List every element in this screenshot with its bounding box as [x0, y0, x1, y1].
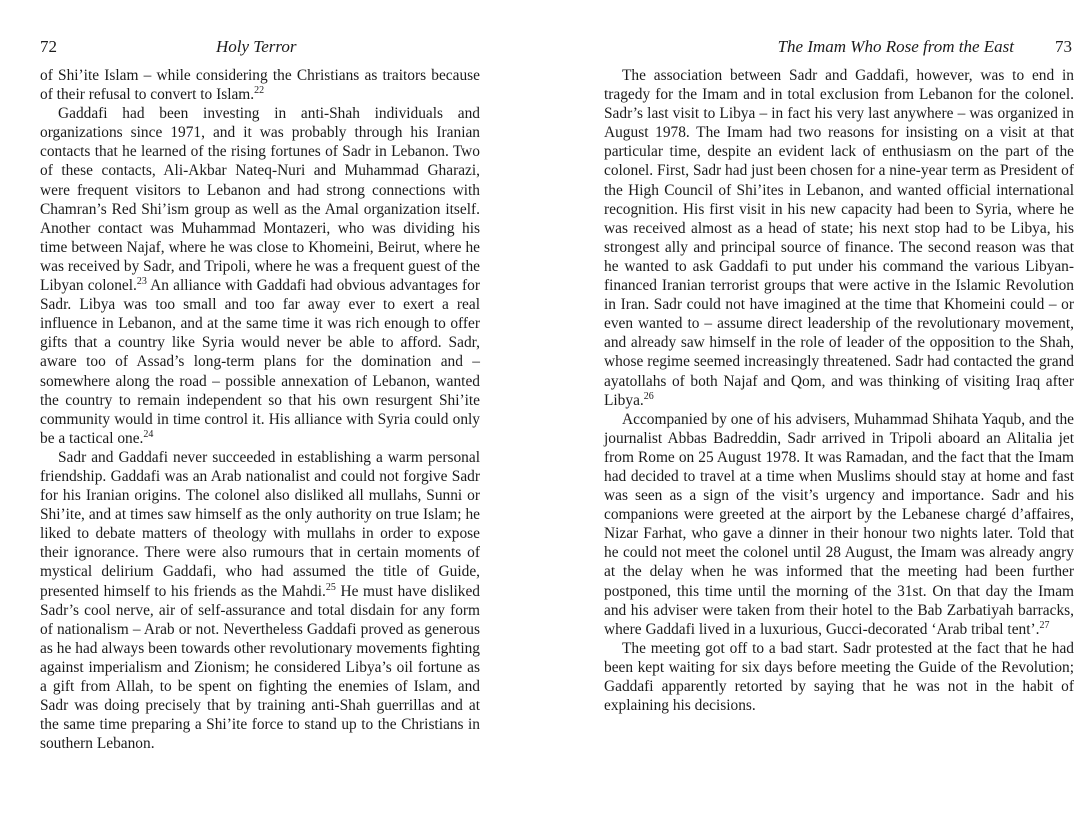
footnote-reference: 25	[325, 581, 336, 593]
paragraph-text: An alliance with Gaddafi had obvious advantages for Sadr. Libya was too small and too far away ever to exert a real influence in Lebanon, and at the same time it was rich enough to offer gifts that a country like Syria would never be able to afford. Sadr, aware too of Assad’s long-term plans for the domination and – somewhere along the road – possible annexation of Lebanon, wanted the country to remain independent so that his own resurgent Shi’ite community would in time control it. His alliance with Syria could only be a tactical one.	[40, 277, 480, 447]
paragraph-text: Gaddafi had been investing in anti-Shah individuals and organizations since 1971, and it was probably through his Iranian contacts that he learned of the rising fortunes of Sadr in Lebanon. Two of these contacts, Ali-Akbar Nateq-Nuri and Muhammad Gharazi, were frequent visitors to Lebanon and had strong connections with Chamran’s Red Shi’ism group as well as the Amal organization itself. Another contact was Muhammad Montazeri, who was dividing his time between Najaf, where he was close to Khomeini, Beirut, where he was received by Sadr, and Tripoli, where he was a frequent guest of the Libyan colonel.	[40, 105, 480, 295]
body-paragraph	[604, 66, 1074, 410]
left-running-head	[40, 35, 480, 59]
right-page-number: 73	[1055, 37, 1072, 56]
body-paragraph	[40, 66, 480, 104]
right-page	[546, 0, 1092, 829]
footnote-reference: 23	[136, 275, 147, 287]
body-paragraph	[40, 448, 480, 754]
right-running-head	[604, 35, 1072, 59]
footnote-reference: 22	[254, 84, 265, 96]
paragraph-text: He must have disliked Sadr’s cool nerve, air of self-assurance and total disdain for any form of nationalism – Arab or not. Nevertheless Gaddafi proved as generous as he had always been towards other revolutionary movements fighting against imperialism and Zionism; he considered Libya’s oil fortune as a gift from Allah, to be spent on fighting the enemies of Islam, and Sadr was doing precisely that by training anti-Shah guerrillas and at the same time preparing a Shi’ite force to stand up to the Christians in southern Lebanon.	[40, 582, 481, 753]
footnote-reference: 26	[643, 390, 654, 402]
paragraph-text: The meeting got off to a bad start. Sadr protested at the fact that he had been kept waiting for six days before meeting the Guide of the Revolution; Gaddafi apparently retorted by saying that he was not in the habit of explaining his decisions.	[604, 639, 1074, 715]
right-running-title: The Imam Who Rose from the East	[777, 37, 1014, 56]
left-page-number: 72	[40, 37, 57, 56]
paragraph-text: The association between Sadr and Gaddafi, however, was to end in tragedy for the Imam and in total exclusion from Lebanon for the colonel. Sadr’s last visit to Libya – in fact his very last anywhere – was organized in August 1978. The Imam had two reasons for insisting on a visit at that particular time, despite an evident lack of enthusiasm on the part of the colonel. First, Sadr had just been chosen for a nine-year term as President of the High Council of Shi’ites in Lebanon, and wanted official international recognition. His first visit in his new capacity had been to Syria, where he was received almost as a head of state; his next stop had to be Libya, his strongest ally and principal source of finance. The second reason was that he wanted to ask Gaddafi to put under his command the various Libyan-financed Iranian terrorist groups that were active in the Islamic Revolution in Iran. Sadr could not have imagined at the time that Khomeini could – or even wanted to – assume direct leadership of the revolutionary movement, and already saw himself in the role of leader of the opposition to the Shah, whose regime seemed increasingly threatened. Sadr had contacted the grand ayatollahs of both Najaf and Qom, and was thinking of visiting Iraq after Libya.	[604, 67, 1074, 409]
footnote-reference: 24	[143, 428, 154, 440]
paragraph-text: Sadr and Gaddafi never succeeded in establishing a warm personal friendship. Gaddafi was an Arab nationalist and could not forgive Sadr for his Iranian origins. The colonel also disliked all mullahs, Sunni or Shi’ite, and at times saw himself as the only authority on true Islam; he liked to debate matters of theology with mullahs in order to expose their ignorance. There were also rumours that in certain moments of mystical delirium Gaddafi, who had assumed the title of Guide, presented himself to his friends as the Mahdi.	[40, 448, 480, 600]
body-paragraph	[604, 639, 1074, 715]
footnote-reference: 27	[1039, 619, 1050, 631]
left-body-text	[40, 66, 480, 753]
paragraph-text: Accompanied by one of his advisers, Muhammad Shihata Yaqub, and the journalist Abbas Badreddin, Sadr arrived in Tripoli aboard an Alitalia jet from Rome on 25 August 1978. It was Ramadan, and the fact that the Imam had decided to travel at a time when Muslims should stay at home and fast was seen as a sign of the visit’s urgency and importance. Sadr and his companions were greeted at the airport by the Lebanese chargé d’affaires, Nizar Farhat, who gave a dinner in their honour two nights later. Told that he could not meet the colonel until 28 August, the Imam was already angry at the delay when he was informed that the meeting had been further postponed, this time until the morning of the 31st. On that day the Imam and his adviser were taken from their hotel to the Bab Zarbatiyah barracks, where Gaddafi lived in a luxurious, Gucci-decorated ‘Arab tribal tent’.	[604, 410, 1074, 638]
paragraph-text: of Shi’ite Islam – while considering the Christians as traitors because of their refusal to convert to Islam.	[40, 67, 480, 104]
right-body-text	[604, 66, 1074, 715]
body-paragraph	[40, 104, 480, 448]
left-running-title: Holy Terror	[216, 37, 297, 56]
body-paragraph	[604, 410, 1074, 639]
